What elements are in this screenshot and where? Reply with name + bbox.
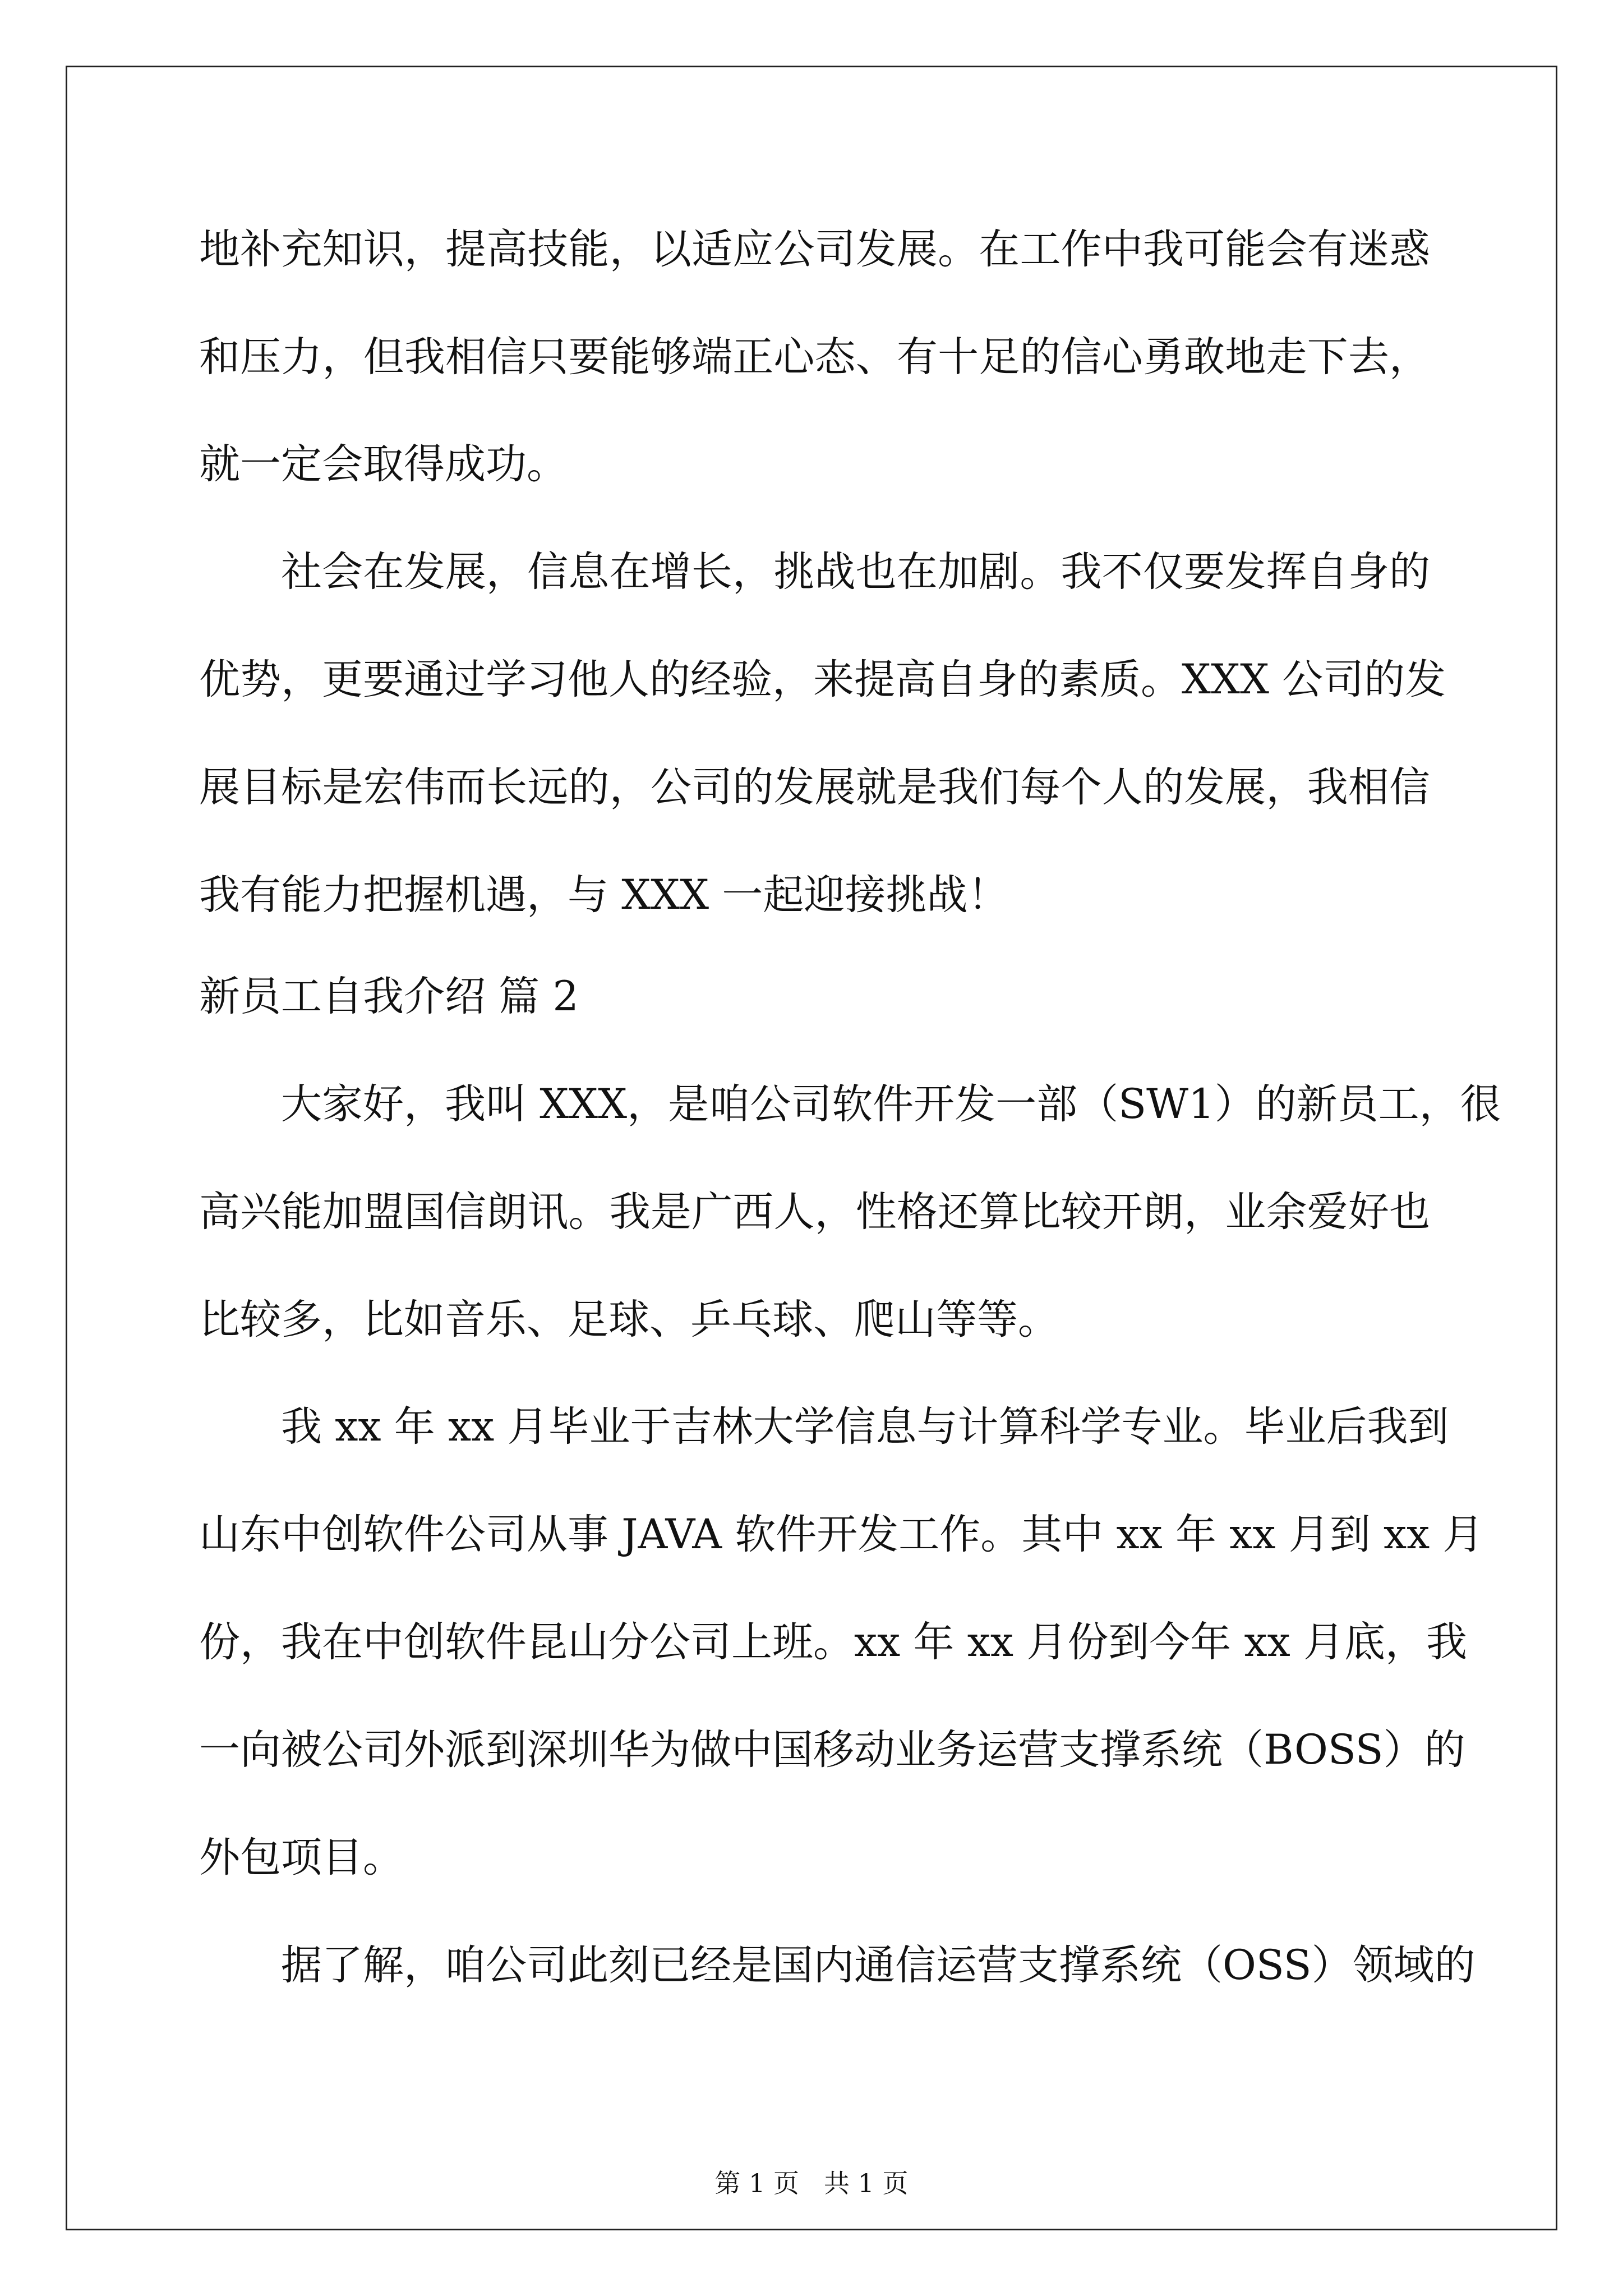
text-line: 据了解，咱公司此刻已经是国内通信运营支撑系统（OSS）领域的 <box>281 1941 1476 1989</box>
text-line: 社会在发展，信息在增长，挑战也在加剧。我不仅要发挥自身的 <box>281 548 1430 596</box>
text-line: 我有能力把握机遇，与 XXX 一起迎接挑战！ <box>199 871 1009 919</box>
text-line: 我 xx 年 xx 月毕业于吉林大学信息与计算科学专业。毕业后我到 <box>281 1403 1449 1451</box>
text-line: 高兴能加盟国信朗讯。我是广西人，性格还算比较开朗，业余爱好也 <box>199 1188 1430 1236</box>
text-line: 比较多，比如音乐、足球、乒乓球、爬山等等。 <box>199 1296 1059 1343</box>
text-line: 展目标是宏伟而长远的，公司的发展就是我们每个人的发展，我相信 <box>199 763 1430 811</box>
page-footer <box>0 2166 1623 2200</box>
section-heading: 新员工自我介绍 篇 2 <box>199 973 579 1020</box>
text-line: 地补充知识，提高技能，以适应公司发展。在工作中我可能会有迷惑 <box>199 226 1430 273</box>
page-total: 共 1 页 <box>823 2168 909 2198</box>
text-line: 大家好，我叫 XXX，是咱公司软件开发一部（SW1）的新员工，很 <box>281 1080 1501 1128</box>
text-line: 和压力，但我相信只要能够端正心态、有十足的信心勇敢地走下去， <box>199 333 1430 381</box>
text-line: 份，我在中创软件昆山分公司上班。xx 年 xx 月份到今年 xx 月底，我 <box>199 1618 1468 1666</box>
page-border <box>66 66 1557 2230</box>
text-line: 一向被公司外派到深圳华为做中国移动业务运营支撑系统（BOSS）的 <box>199 1726 1465 1774</box>
page-number: 第 1 页 <box>714 2168 800 2198</box>
text-line: 外包项目。 <box>199 1834 404 1881</box>
text-line: 优势，更要通过学习他人的经验，来提高自身的素质。XXX 公司的发 <box>199 656 1446 703</box>
text-line: 就一定会取得成功。 <box>199 440 568 488</box>
text-line: 山东中创软件公司从事 JAVA 软件开发工作。其中 xx 年 xx 月到 xx 月 <box>199 1511 1484 1558</box>
